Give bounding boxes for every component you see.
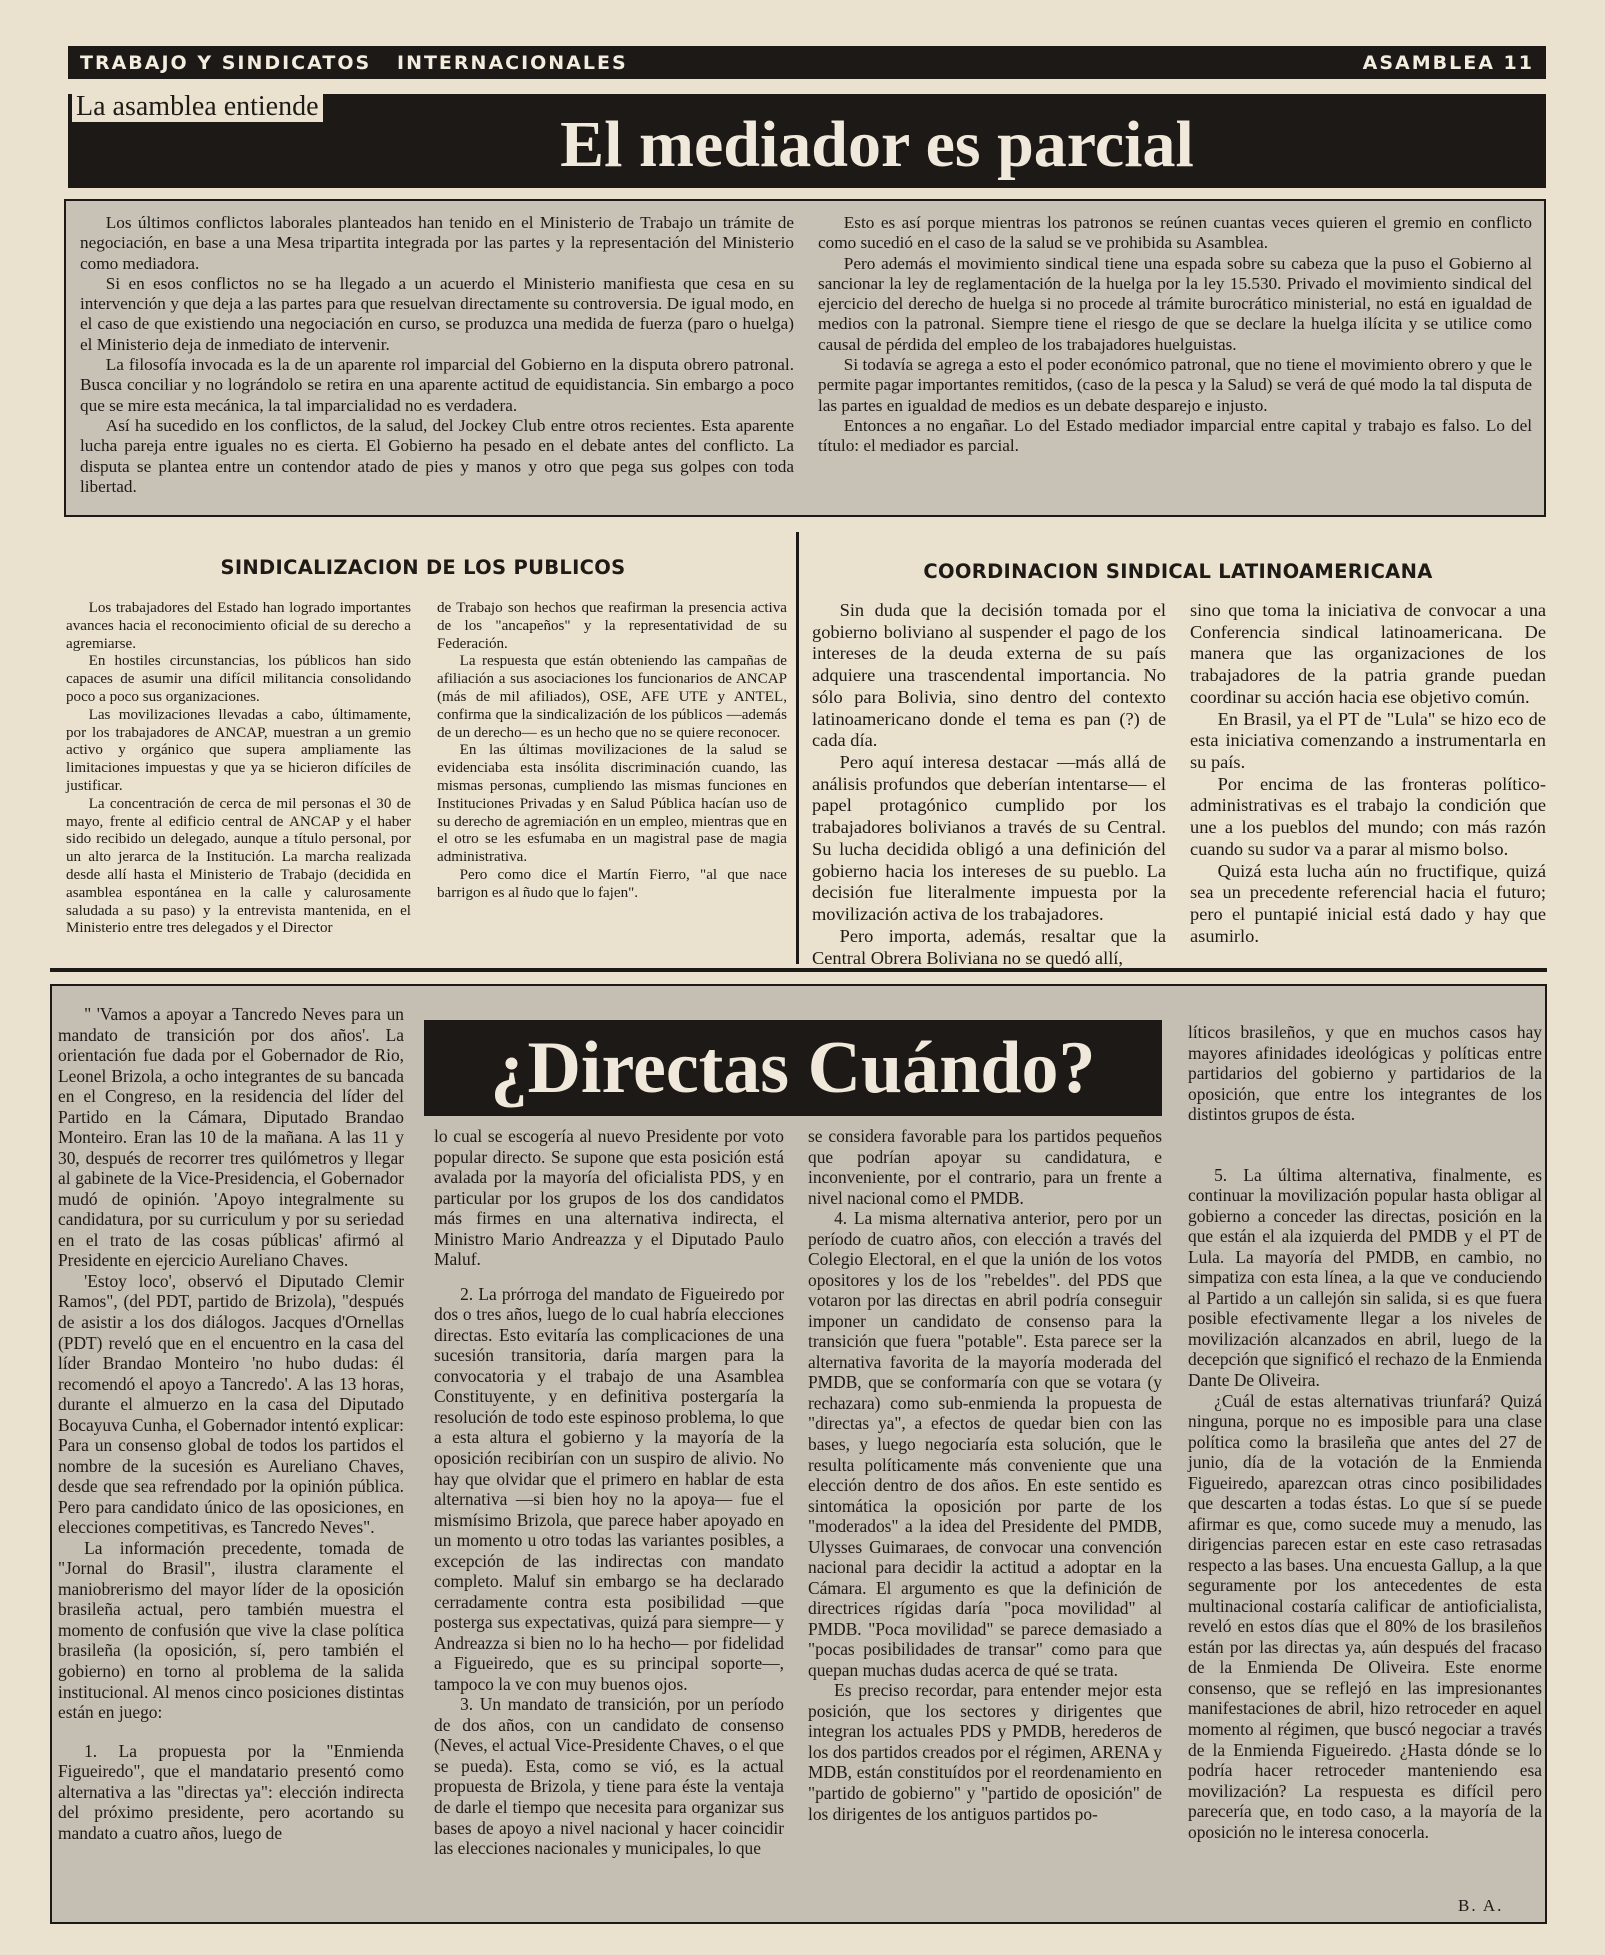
article4-signature: B. A. xyxy=(1458,1896,1504,1915)
article4-column-3 xyxy=(808,1126,1162,1824)
paragraph: La filosofía invocada es la de un aparente rol imparcial del Gobierno en la disputa obrero patronal. Busca conciliar y no lográndolo se retira en una aparente actitud de equidistancia. Sin embargo a poco que se mire esta mecánica, la tal imparcialidad no es verdadera. xyxy=(80,355,794,415)
paragraph: Pero además el movimiento sindical tiene una espada sobre su cabeza que la puso el Gobierno al sancionar la ley de reglamentación de la huelga por la ley 15.530. Privado el movimiento sindical del ejercicio del derecho de huelga si no procede al trámite burocrático ministerial, no está en igualdad de medios con la patronal. Siempre tiene el riesgo de que se declare la huelga ilícita y se utilice como causal de pérdida del empleo de los trabajadores huelguistas. xyxy=(818,253,1532,354)
paragraph: La respuesta que están obteniendo las campañas de afiliación a sus asociaciones los funcionarios de ANCAP (más de mil afiliados), OSE, AFE UTE y ANTEL, confirma que la sindicalización de los públicos —además de un derecho— es un hecho que no se quiere reconocer. xyxy=(437,653,787,741)
paragraph: En las últimas movilizaciones de la salud se evidenciaba esta insólita discriminación cuando, las mismas personas, cumpliendo las mismas funciones en Instituciones Privadas y en Salud Pública hacían uso de su derecho de agremiación en un empleo, mientras que en el otro se les esfumaba en un magistral pase de magia administrativa. xyxy=(437,742,787,866)
paragraph: 3. Un mandato de transición, por un período de dos años, con un candidato de consenso (Neves, el actual Vice-Presidente Chaves, o el que se pueda). Esta, como se vió, es la actual propuesta de Brizola, y tiene para éste la ventaja de darle el tiempo que necesita para organizar sus bases de apoyo a nivel nacional y hacer coincidir las elecciones nacionales y municipales, lo que xyxy=(434,1694,784,1859)
paragraph: se considera favorable para los partidos pequeños que podrían apoyar su candidatura, e inconveniente, por el contrario, para un frente a nivel nacional como el PMDB. xyxy=(808,1126,1162,1208)
article2-column-2 xyxy=(437,600,787,903)
paragraph: Esto es así porque mientras los patronos se reúnen cuantas veces quieren el gremio en conflicto como sucedió en el caso de la salud se ve prohibida su Asamblea. xyxy=(818,213,1532,253)
paragraph: lo cual se escogería al nuevo Presidente por voto popular directo. Se supone que esta posición está avalada por la mayoría del oficialista PDS, y en particular por los grupos de los dos candidatos más firmes en una alternativa indirecta, el Ministro Mario Andreazza y el Diputado Paulo Maluf. xyxy=(434,1126,784,1270)
article4-column-1 xyxy=(58,1004,404,1843)
paragraph: 4. La misma alternativa anterior, pero por un período de cuatro años, con elección a través del Colegio Electoral, en el que la unión de los votos opositores y los de los "rebeldes". del PDS que votaron por las directas en abril podría conseguir imponer un candidato de consenso para la transición que fuera "potable". Esta parece ser la alternativa favorita de la mayoría moderada del PMDB, que se conformaría con que se votara (y rechazara) como sub-enmienda la propuesta de "directas ya", a efectos de quedar bien con las bases, y luego negociaría esta solución, que le resulta políticamente más conveniente que una elección dentro de dos años. En este sentido es sintomática la oposición por parte de los "moderados" a la idea del Presidente del PMDB, Ulysses Guimaraes, de convocar una convención nacional para decidir la actitud a adoptar en la Cámara. El argumento es que la definición de directrices rígidas daría "poca movilidad" al PMDB. "Poca movilidad" se parece demasiado a "pocas posibilidades de transar" como para que quepan muchas dudas acerca de qué se trata. xyxy=(808,1208,1162,1680)
paragraph: Sin duda que la decisión tomada por el gobierno boliviano al suspender el pago de los intereses de la deuda externa de su país adquiere una trascendental importancia. No sólo para Bolivia, sino dentro del contexto latinoamericano donde el tema es pan (?) de cada día. xyxy=(812,600,1166,751)
page-label: ASAMBLEA 11 xyxy=(1362,51,1534,74)
paragraph: Los trabajadores del Estado han logrado importantes avances hacia el reconocimiento oficial de su derecho a agremiarse. xyxy=(66,600,411,652)
paragraph: ¿Cuál de estas alternativas triunfará? Quizá ninguna, porque no es imposible para una clase política como la brasileña que antes del 27 de junio, día de la votación de la Enmienda Figueiredo, aparezcan otras cinco posibilidades que descarten a todas éstas. Lo que sí se puede afirmar es que, como sucede muy a menudo, las dirigencias parecen estar en este caso retrasadas respecto a las bases. Una encuesta Gallup, a la que seguramente por los antecedentes de esta multinacional costaría calificar de antioficialista, reveló en estos días que el 80% de los brasileños están por las directas ya, aún después del fracaso de la Enmienda De Oliveira. Este enorme consenso, que se reflejó en las impresionantes manifestaciones de abril, hizo retroceder en aquel momento al régimen, que buscó negociar a través de la Enmienda Figueiredo. ¿Hasta dónde se lo podría hacer retroceder manteniendo esa movilización? La respuesta es difícil pero parecería que, en todo caso, a la mayoría de la oposición no le interesa conocerla. xyxy=(1188,1390,1542,1842)
article1-right-column xyxy=(818,213,1532,457)
article4-column-2 xyxy=(434,1126,784,1859)
paragraph: " 'Vamos a apoyar a Tancredo Neves para un mandato de transición por dos años'. La orientación fue dada por el Gobernador de Rio, Leonel Brizola, a ocho integrantes de su bancada en el Congreso, en la residencia del líder del Partido en la Cámara, Diputado Brandao Monteiro. Eran las 10 de la mañana. A las 11 y 30, después de recorrer tres quilómetros y llegar al gabinete de la Vice-Presidencia, el Gobernador mudó de opinión. 'Apoyo integralmente su candidatura, por su curriculum y por su seriedad en el trato de las cosas públicas' afirmó al Presidente en ejercicio Aureliano Chaves. xyxy=(58,1004,404,1271)
article2-title: SINDICALIZACION DE LOS PUBLICOS xyxy=(220,556,626,579)
paragraph: 2. La prórroga del mandato de Figueiredo por dos o tres años, luego de lo cual habría elecciones directas. Esto evitaría las complicaciones de una sucesión transitoria, daría margen para la convocatoria y el trabajo de una Asamblea Constituyente, y en definitiva postergaría la resolución de todo este espinoso problema, lo que a esta altura el gobierno y la mayoría de la oposición recibirían con un suspiro de alivio. No hay que olvidar que el primero en hablar de esta alternativa —si bien hoy no la apoya— fue el mismísimo Brizola, que parece haber apoyado en un momento u otro todas las variantes posibles, a excepción de las indirectas con mandato completo. Maluf sin embargo se ha declarado cerradamente contra esta posibilidad —que posterga sus expectativas, quizá para siempre— y Andreazza si bien no lo ha hecho— por fidelidad a Figueiredo, que es su principal soporte—, tampoco la ve con muy buenos ojos. xyxy=(434,1283,784,1694)
article1-title: El mediador es parcial xyxy=(560,108,1194,181)
section-label: TRABAJO Y SINDICATOS INTERNACIONALES xyxy=(80,51,628,74)
paragraph: En Brasil, ya el PT de "Lula" se hizo eco de esta iniciativa comenzando a instrumentarla en su país. xyxy=(1190,708,1546,773)
paragraph: Las movilizaciones llevadas a cabo, últimamente, por los trabajadores de ANCAP, muestran a un gremio activo y orgánico que supera ampliamente las limitaciones impuestas y que ya se hicieron difíciles de justificar. xyxy=(66,706,411,794)
paragraph: Pero aquí interesa destacar —más allá de análisis profundos que deberían intentarse— el papel protagónico cumplido por los trabajadores bolivianos a través de su Central. Su lucha decidida obligó a una definición del gobierno hacia los intereses de su pueblo. La decisión fue literalmente impuesta por la movilización activa de los trabajadores. xyxy=(812,752,1166,925)
paragraph: Pero importa, además, resaltar que la Central Obrera Boliviana no se quedó allí, xyxy=(812,925,1166,968)
paragraph: 'Estoy loco', observó el Diputado Clemir Ramos", (del PDT, partido de Brizola), "después de asistir a los dos diálogos. Jacques d'Ornellas (PDT) reveló que en el encuentro en la casa del líder Brandao Monteiro 'no hubo dudas: él recomendó el apoyo a Tancredo'. A las 13 horas, durante el almuerzo en la casa del Diputado Bocayuva Cunha, el Gobernador intentó explicar: Para un consenso global de todos los partidos el nombre de la sucesión es Aureliano Chaves, desde que sea refrendado por la opinión pública. Pero para candidato único de las oposiciones, en elecciones competitivas, es Tancredo Neves". xyxy=(58,1270,404,1538)
article1-kicker: La asamblea entiende xyxy=(72,92,323,124)
paragraph: Los últimos conflictos laborales planteados han tenido en el Ministerio de Trabajo un trámite de negociación, en base a una Mesa tripartita integrada por las partes y la representación del Ministerio como mediadora. xyxy=(80,213,794,273)
article3-column-1 xyxy=(812,600,1166,969)
paragraph: de Trabajo son hechos que reafirman la presencia activa de los "ancapeños" y la representatividad de su Federación. xyxy=(437,600,787,652)
paragraph: Quizá esta lucha aún no fructifique, quizá sea un precedente referencial hacia el futuro; pero el puntapié inicial está dado y hay que asumirlo. xyxy=(1190,860,1546,946)
column-divider xyxy=(796,532,799,964)
paragraph: Por encima de las fronteras político-administrativas es el trabajo la condición que une a los pueblos del mundo; con más razón cuando su sudor va a parar al mismo bolso. xyxy=(1190,773,1546,859)
article2-column-1 xyxy=(66,600,411,938)
paragraph: líticos brasileños, y que en muchos casos hay mayores afinidades ideológicas y políticas entre partidarios del gobierno y partidarios de la oposición, que entre los integrantes de los distintos grupos de ésta. xyxy=(1188,1022,1542,1125)
paragraph: La concentración de cerca de mil personas el 30 de mayo, frente al edificio central de ANCAP y el haber sido recibido un delegado, aunque a título personal, por un alto jerarca de la Institución. La marcha realizada desde allí hasta el Ministerio de Trabajo (decidida en asamblea espontánea en la calle y calurosamente saludada a su paso) y la entrevista mantenida, en el Ministerio entre tres delegados y el Director xyxy=(66,795,411,937)
paragraph: Así ha sucedido en los conflictos, de la salud, del Jockey Club entre otros recientes. Esta aparente lucha pareja entre iguales no es cierta. El Gobierno ha pesado en el debate antes del conflicto. La disputa se plantea entre un contendor atado de pies y manos y otro que pega sus golpes con toda libertad. xyxy=(80,415,794,496)
paragraph: 5. La última alternativa, finalmente, es continuar la movilización popular hasta obligar al gobierno a conceder las directas, posición en la que están el ala izquierda del PMDB y el PT de Lula. La mayoría del PMDB, en cambio, no simpatiza con esta línea, a la que ve conduciendo al Partido a un callejón sin salida, si es que fuera posible efectivamente llegar a los niveles de movilización alcanzados en abril, luego de la decepción que significó el rechazo de la Enmienda Dante De Oliveira. xyxy=(1188,1164,1542,1390)
article3-title: COORDINACION SINDICAL LATINOAMERICANA xyxy=(923,560,1433,583)
article4-title: ¿Directas Cuándo? xyxy=(424,1020,1162,1116)
section-divider xyxy=(50,968,1547,972)
paragraph: Es preciso recordar, para entender mejor esta posición, que los sectores y dirigentes que integran los actuales PDS y PMDB, herederos de los dos partidos creados por el régimen, ARENA y MDB, están constituídos por el reordenamiento en "partido de gobierno" y "partido de oposición" de los dirigentes de los antiguos partidos po- xyxy=(808,1680,1162,1824)
article4-column-4 xyxy=(1188,1022,1542,1842)
paragraph: Si en esos conflictos no se ha llegado a un acuerdo el Ministerio manifiesta que cesa en su intervención y que deja a las partes para que resuelvan directamente su controversia. De igual modo, en el caso de que existiendo una negociación en curso, se produzca una medida de fuerza (paro o huelga) el Ministerio deja de inmediato de intervenir. xyxy=(80,273,794,354)
paragraph: 1. La propuesta por la "Enmienda Figueiredo", que el mandatario presentó como alternativa a las "directas ya": elección indirecta del próximo presidente, pero acortando su mandato a cuatro años, luego de xyxy=(58,1740,404,1843)
paragraph: Si todavía se agrega a esto el poder económico patronal, que no tiene el movimiento obrero y que le permite pagar importantes remitidos, (caso de la pesca y la Salud) se verá de qué modo la tal disputa de las partes en igualdad de medios es un debate desparejo e injusto. xyxy=(818,355,1532,415)
paragraph: Pero como dice el Martín Fierro, "al que nace barrigon es al ñudo que lo fajen". xyxy=(437,866,787,901)
paragraph: La información precedente, tomada de "Jornal do Brasil", ilustra claramente el maniobrerismo del mayor líder de la oposición brasileña actual, pero también muestra el momento de confusión que vive la clase política brasileña (la oposición, sí, pero también el gobierno) en torno al problema de la salida institucional. Al menos cinco posiciones distintas están en juego: xyxy=(58,1537,404,1723)
section-header-bar xyxy=(68,46,1546,79)
paragraph: sino que toma la iniciativa de convocar a una Conferencia sindical latinoamericana. De manera que las organizaciones de los trabajadores de la patria grande puedan coordinar su acción hacia ese objetivo común. xyxy=(1190,600,1546,707)
paragraph: Entonces a no engañar. Lo del Estado mediador imparcial entre capital y trabajo es falso. Lo del título: el mediador es parcial. xyxy=(818,415,1532,456)
paragraph: En hostiles circunstancias, los públicos han sido capaces de asumir una difícil militancia consolidando poco a poco sus organizaciones. xyxy=(66,653,411,705)
article3-column-2 xyxy=(1190,600,1546,948)
article1-left-column xyxy=(80,213,794,497)
article1-box xyxy=(64,199,1546,517)
